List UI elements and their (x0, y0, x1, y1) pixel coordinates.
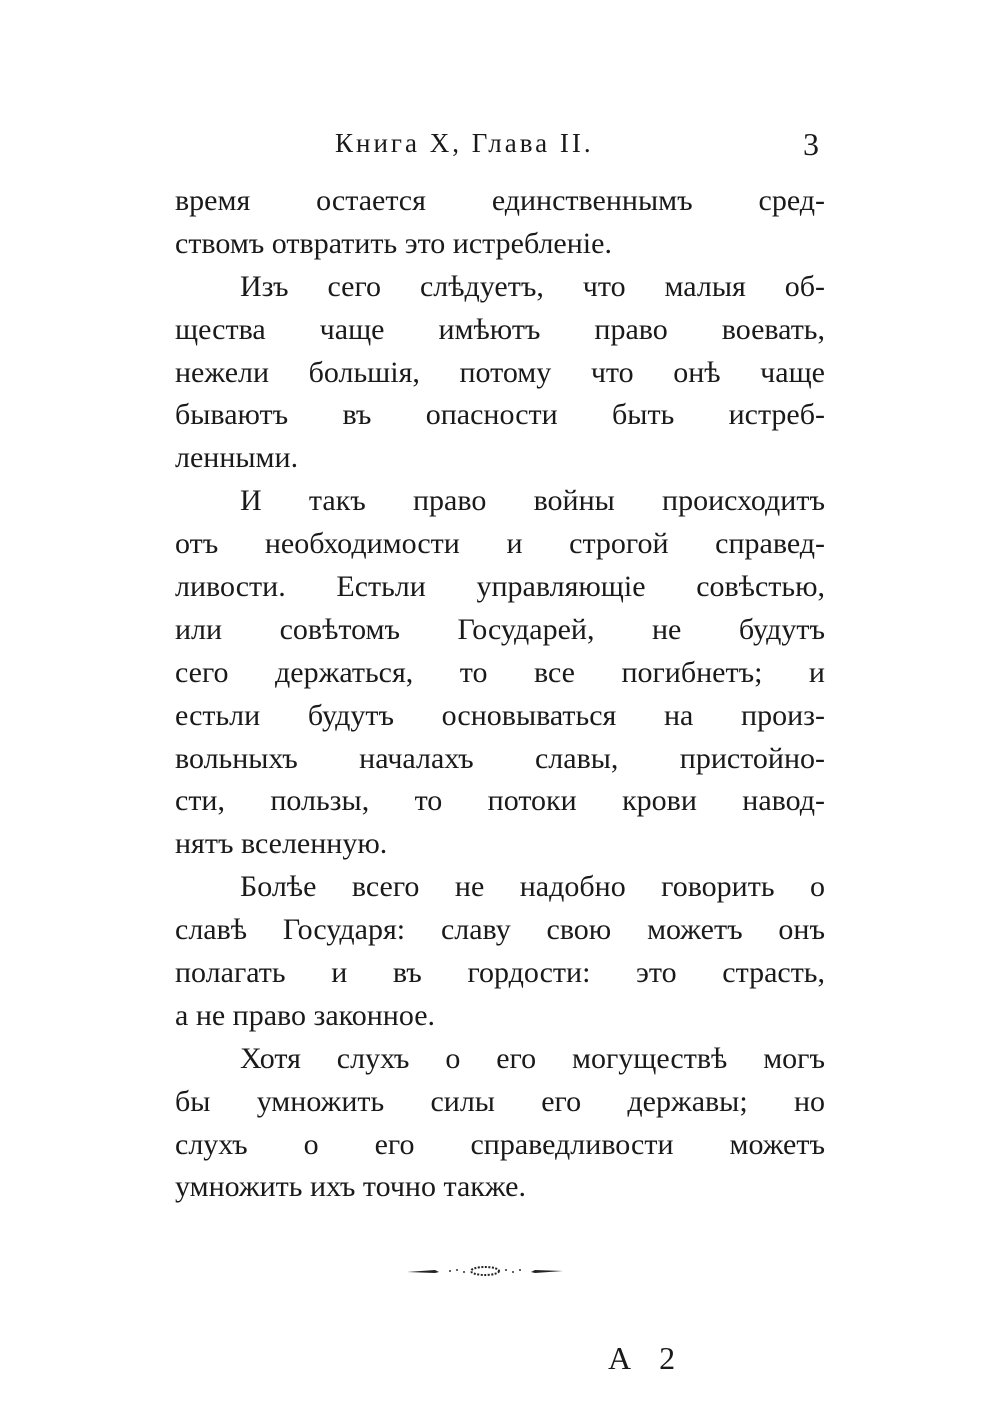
text-line: сего держаться, то все погибнетъ; и (175, 655, 825, 689)
text-line: ленными. (175, 441, 299, 475)
text-line: отъ необходимости и строгой справед- (175, 527, 825, 561)
text-line: ствомъ отвратить это истребленіе. (175, 226, 612, 260)
page-number: 3 (803, 126, 819, 162)
text-line: а не право законное. (175, 998, 436, 1032)
text-line: нежели большія, потому что онѣ чаще (175, 355, 825, 389)
text-line: сти, пользы, то потоки крови навод- (175, 784, 825, 818)
signature-mark: А 2 (608, 1340, 686, 1376)
text-line: вольныхъ началахъ славы, пристойно- (175, 741, 825, 775)
text-line: славѣ Государя: славу свою можетъ онъ (175, 913, 825, 947)
text-line: Хотя слухъ о его могуществѣ могъ (240, 1041, 825, 1075)
text-line: слухъ о его справедливости можетъ (175, 1127, 825, 1161)
text-line: умножить ихъ точно также. (175, 1170, 526, 1204)
text-line: щества чаще имѣютъ право воевать, (175, 312, 825, 346)
text-line: бы умножить силы его державы; но (175, 1084, 825, 1118)
text-line: бываютъ въ опасности быть истреб- (175, 398, 825, 432)
running-head-title: Книга X, Глава II. (335, 128, 594, 158)
text-line: естьли будутъ основываться на произ- (175, 698, 825, 732)
text-line: Изъ сего слѣдуетъ, что малыя об- (240, 269, 825, 303)
text-line: полагать и въ гордости: это страсть, (175, 956, 825, 990)
text-line: И такъ право войны происходитъ (240, 484, 825, 518)
body-text (175, 180, 825, 1209)
text-line: Болѣе всего не надобно говорить о (240, 870, 825, 904)
text-line: или совѣтомъ Государей, не будутъ (175, 612, 825, 646)
text-line: время остается единственнымъ сред- (175, 184, 825, 217)
text-line: нятъ вселенную. (175, 827, 388, 861)
ornament-divider-icon (405, 1265, 565, 1277)
text-line: ливости. Естьли управляющіе совѣстью, (175, 570, 825, 604)
